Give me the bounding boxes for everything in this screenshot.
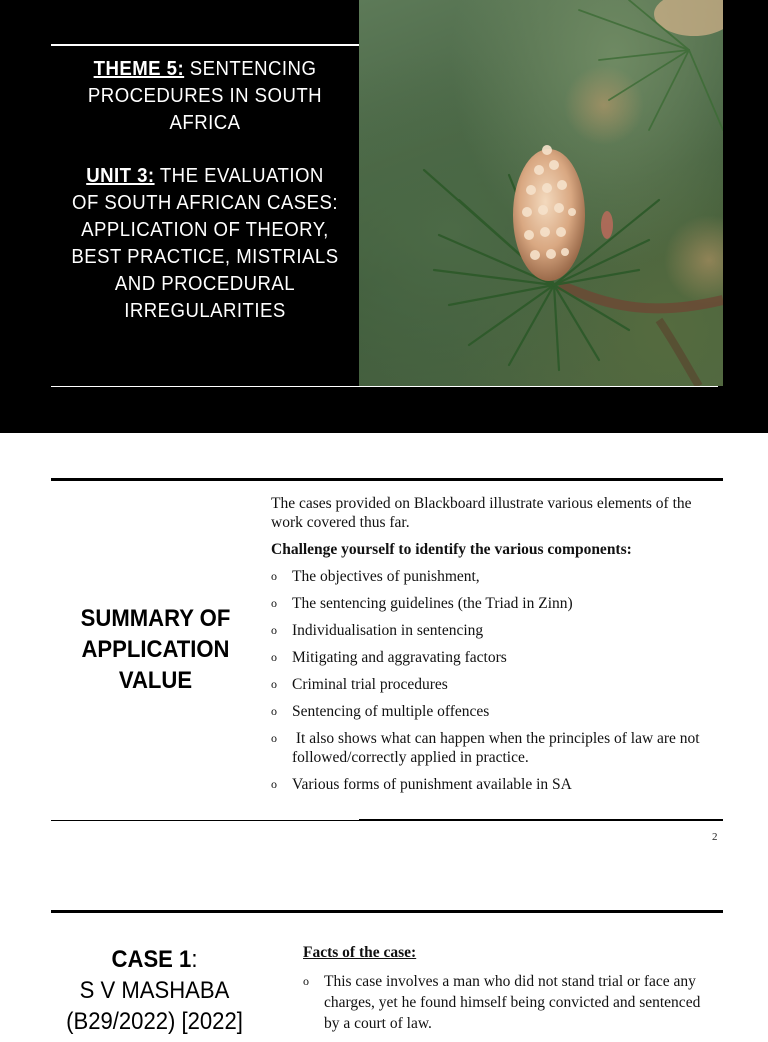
list-item: o It also shows what can happen when the principles of law are not followed/correctly applied in practice.: [271, 730, 704, 766]
title-bottom-rule: [51, 386, 718, 387]
bullet-icon: o: [271, 677, 277, 691]
case-reference: (B29/2022) [2022]: [66, 1008, 243, 1035]
bullet-icon: o: [271, 623, 277, 637]
case-colon: :: [191, 946, 198, 973]
list-item: o Criminal trial procedures: [271, 676, 448, 693]
list-item: o The objectives of punishment,: [271, 568, 480, 585]
theme-heading: [88, 58, 322, 134]
list-item: o Mitigating and aggravating factors: [271, 649, 507, 666]
list-item: o This case involves a man who did not stand trial or face any charges, yet he found himself being convicted and sentenced by a court of law.: [303, 973, 701, 1032]
summary-title: SUMMARY OF APPLICATION VALUE: [80, 605, 231, 694]
title-slide: [0, 0, 768, 433]
case-title: [60, 944, 249, 1037]
pine-flower-photo: [359, 0, 723, 386]
facts-heading: Facts of the case:: [303, 944, 417, 961]
case-top-rule: [51, 910, 723, 913]
bullet-icon: o: [271, 569, 277, 583]
summary-intro: The cases provided on Blackboard illustrate various elements of the work covered thus far.: [271, 495, 692, 531]
theme-text: SENTENCING PROCEDURES IN SOUTH AFRICA: [87, 58, 323, 134]
list-item: o Various forms of punishment available in SA: [271, 776, 572, 793]
bullet-icon: o: [271, 650, 277, 664]
bullet-icon: o: [303, 974, 309, 988]
theme-label: THEME 5:: [93, 58, 185, 80]
case-name: S V MASHABA: [79, 977, 230, 1004]
summary-bottom-rule-accent: [359, 819, 723, 821]
case-facts: [303, 942, 713, 1042]
list-item: o Individualisation in sentencing: [271, 622, 484, 639]
bullet-icon: o: [271, 731, 277, 745]
page-number: 2: [712, 831, 718, 843]
bullet-icon: o: [271, 704, 277, 718]
title-block: [70, 56, 340, 325]
facts-bullet-list: [303, 971, 713, 1034]
unit-label: UNIT 3:: [86, 165, 155, 187]
unit-text: THE EVALUATION OF SOUTH AFRICAN CASES: APPLICATION OF THEORY, BEST PRACTICE, MISTRIALS AND PROCEDURAL IRREGULARITIES: [71, 165, 339, 322]
summary-top-rule: [51, 478, 723, 481]
list-item: o The sentencing guidelines (the Triad in Zinn): [271, 595, 573, 612]
title-top-rule: [51, 44, 359, 46]
pine-flower-illustration: [359, 0, 723, 386]
case-label: CASE 1: [111, 946, 192, 973]
bullet-icon: o: [271, 596, 277, 610]
summary-challenge: Challenge yourself to identify the various components:: [271, 541, 632, 558]
bullet-icon: o: [271, 777, 277, 791]
summary-bullet-list: [271, 567, 721, 794]
unit-heading: [71, 165, 338, 322]
list-item: o Sentencing of multiple offences: [271, 703, 490, 720]
summary-body: [271, 494, 721, 802]
